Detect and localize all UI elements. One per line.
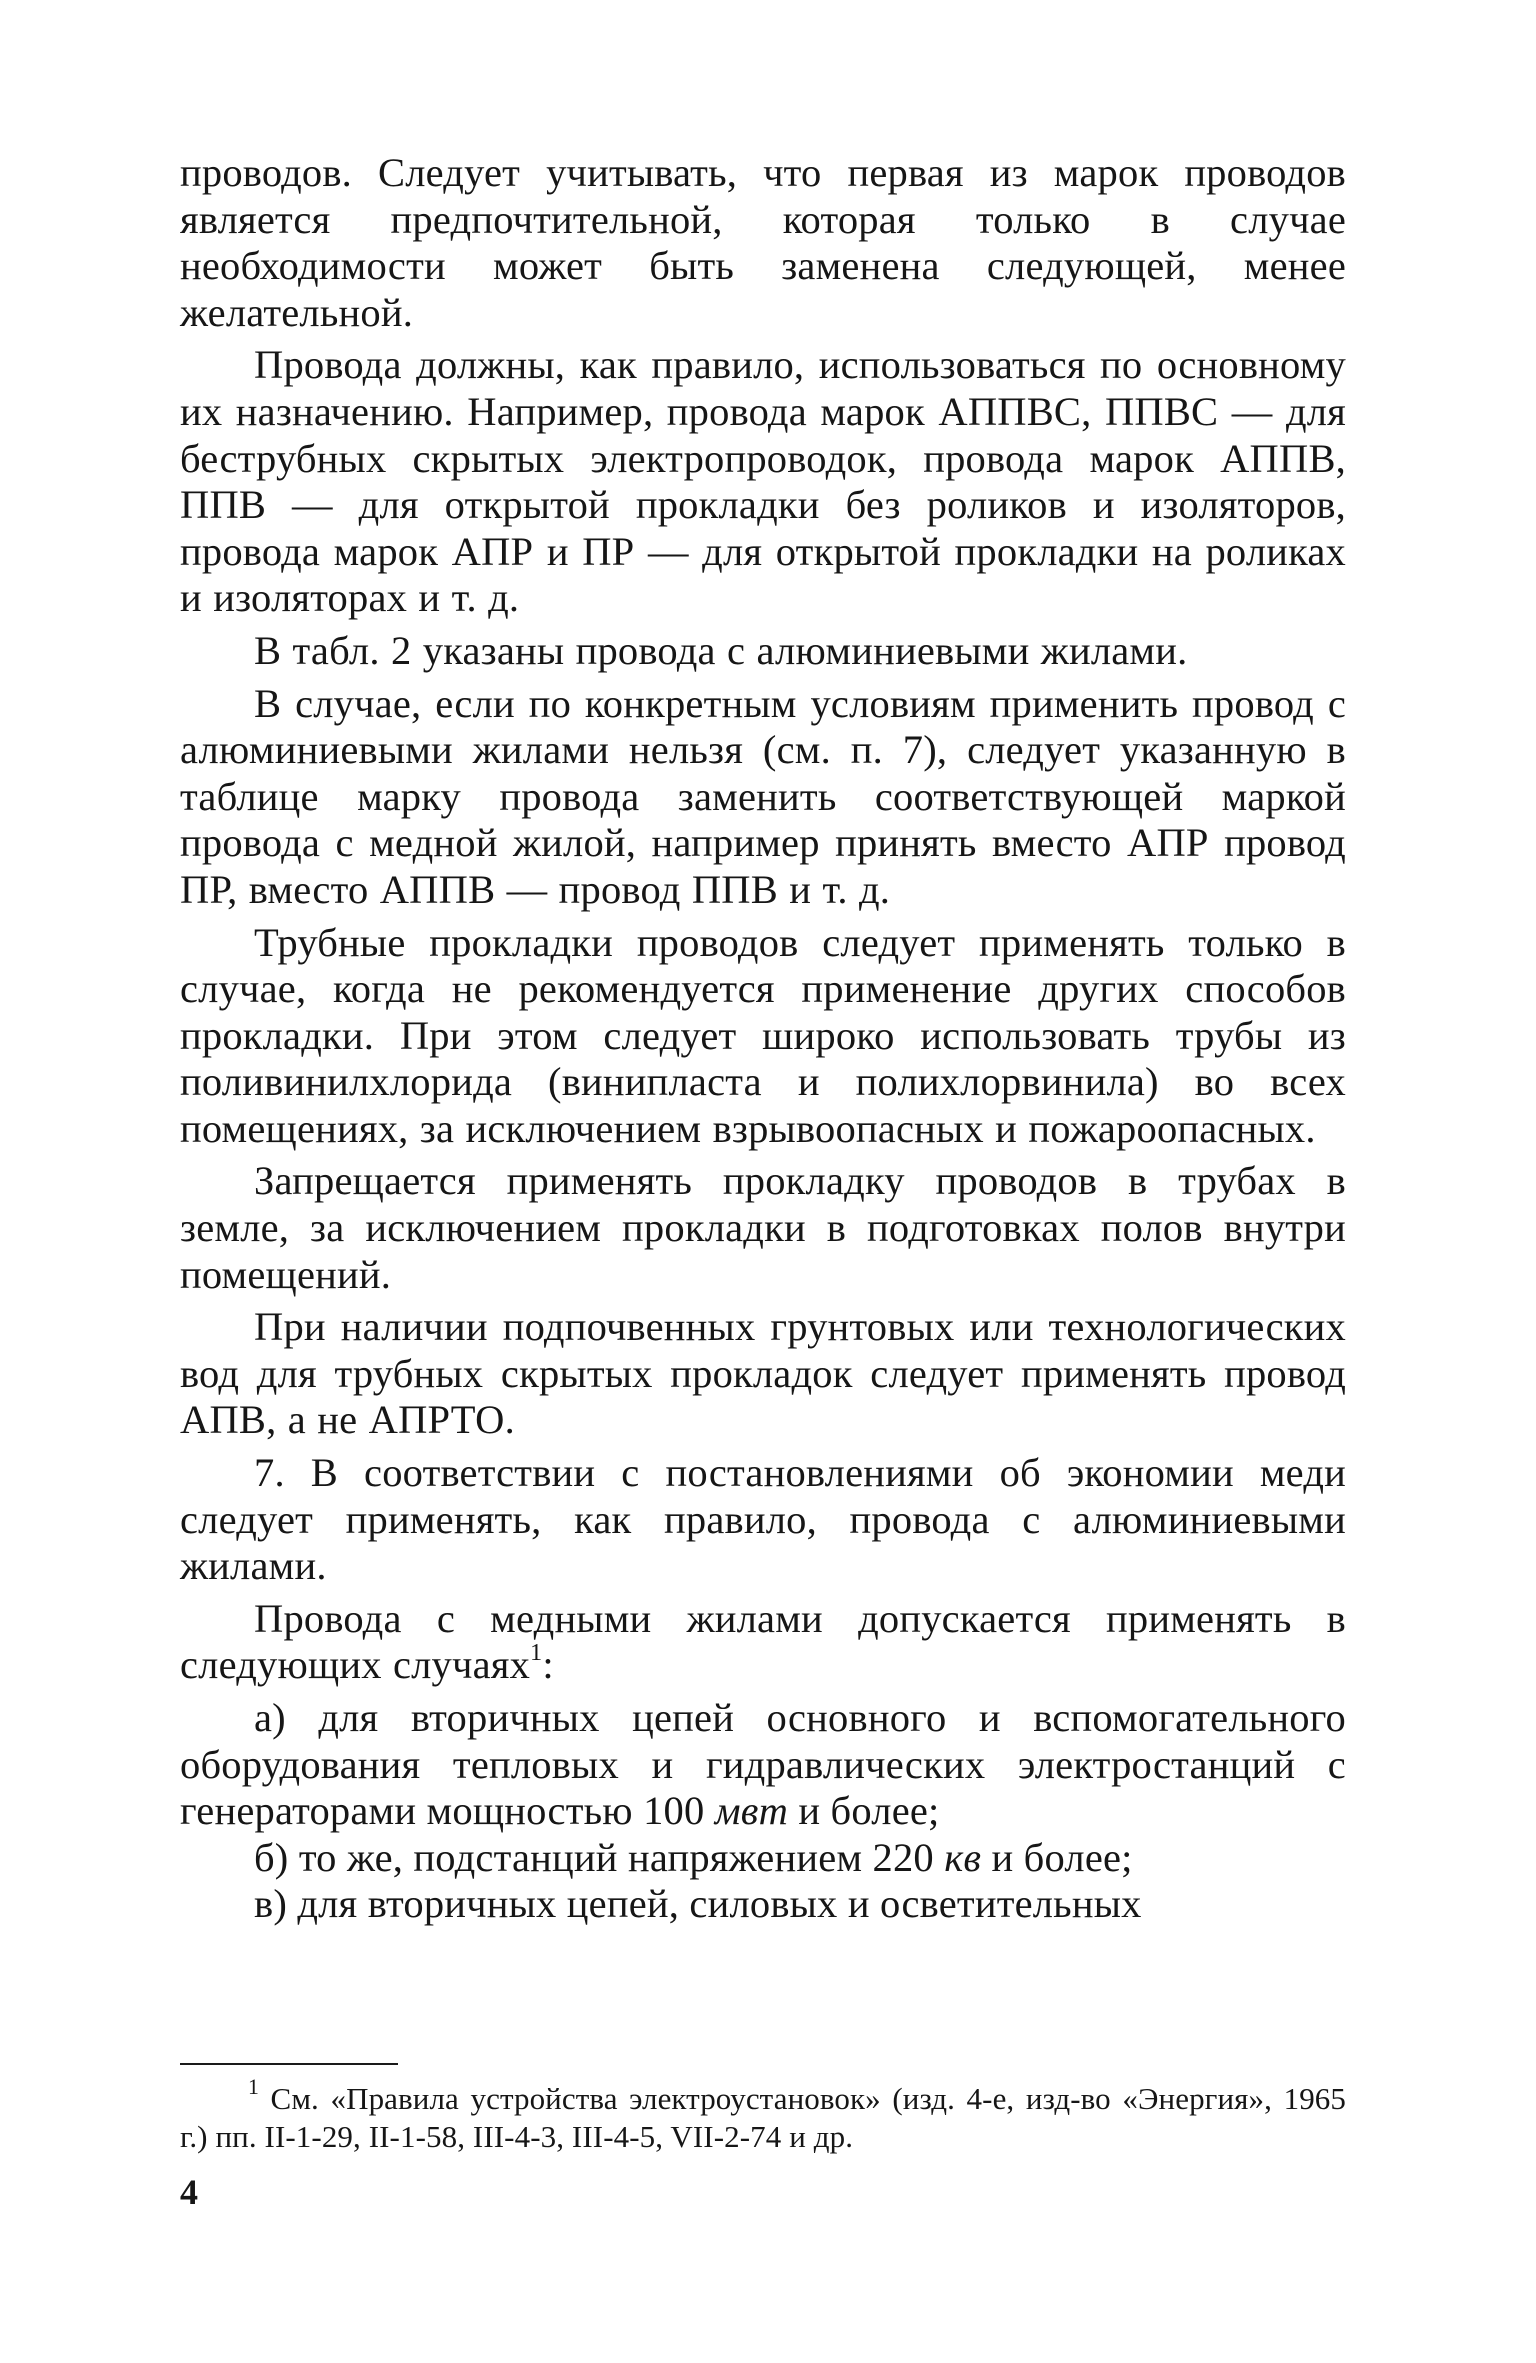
paragraph-continuation: проводов. Следует учитывать, что первая из марок проводов является предпочтительной, которая только в случае необходимости может быть заменена следующей, менее желательной. <box>180 150 1346 335</box>
list-item-c: в) для вторичных цепей, силовых и осветительных <box>254 1881 1142 1927</box>
paragraph-replacement: В случае, если по конкретным условиям применить провод с алюминиевыми жилами нельзя (см. п. 7), следует указанную в таблице марку провода заменить соответствующей маркой провода с медной жилой, например принять вместо АПР провод ПР, вместо АППВ — провод ППВ и т. д. <box>180 680 1346 912</box>
copper-cases-text: Провода с медными жилами допускается применять в следующих случаях <box>180 1595 1346 1688</box>
page-body <box>180 150 1346 1928</box>
list-item-b <box>180 1835 1346 1882</box>
list-item-a <box>180 1695 1346 1835</box>
paragraph-table-reference: В табл. 2 указаны провода с алюминиевыми жилами. <box>254 627 1188 673</box>
paragraph-groundwater: При наличии подпочвенных грунтовых или технологических вод для трубных скрытых прокладок следует применять провод АПВ, а не АПРТО. <box>180 1304 1346 1443</box>
footnote-reference: 1 <box>530 1639 543 1667</box>
paragraph-wire-purpose: Провода должны, как правило, использоваться по основному их назначению. Например, провода марок АППВС, ППВС — для беструбных скрытых электропроводок, провода марок АППВ, ППВ — для открытой прокладки без роликов и изоляторов, провода марок АПР и ПР — для открытой прокладки на роликах и изоляторах и т. д. <box>180 342 1346 621</box>
paragraph-copper-cases <box>180 1596 1346 1689</box>
footnote-mark: 1 <box>248 2075 259 2100</box>
paragraph-prohibition: Запрещается применять прокладку проводов в трубах в земле, за исключением прокладки в подготовках полов внутри помещений. <box>180 1158 1346 1297</box>
copper-cases-colon: : <box>542 1642 554 1688</box>
list-item-b-text: б) то же, подстанций напряжением 220 <box>254 1834 945 1880</box>
unit-mvt: мвт <box>714 1788 789 1834</box>
page-number: 4 <box>180 2172 198 2212</box>
footnote-text: См. «Правила устройства электроустановок» (изд. 4-е, изд-во «Энергия», 1965 г.) пп. II-1-29, II-1-58, III-4-3, III-4-5, VII-2-74 и др. <box>180 2081 1346 2154</box>
paragraph-tube-laying: Трубные прокладки проводов следует применять только в случае, когда не рекомендуется применение других способов прокладки. При этом следует широко использовать трубы из поливинилхлорида (винипласта и полихлорвинила) во всех помещениях, за исключением взрывоопасных и пожароопасных. <box>180 919 1346 1151</box>
unit-kv: кв <box>944 1834 982 1880</box>
list-item-a-text: а) для вторичных цепей основного и вспомогательного оборудования тепловых и гидравлических электростанций с генераторами мощностью 100 <box>180 1695 1346 1834</box>
list-item-b-end: и более; <box>981 1834 1133 1880</box>
footnote-divider <box>180 2063 398 2065</box>
footnote <box>180 2075 1346 2156</box>
paragraph-section-7: 7. В соответствии с постановлениями об экономии меди следует применять, как правило, провода с алюминиевыми жилами. <box>180 1450 1346 1589</box>
list-item-a-end: и более; <box>788 1788 940 1834</box>
